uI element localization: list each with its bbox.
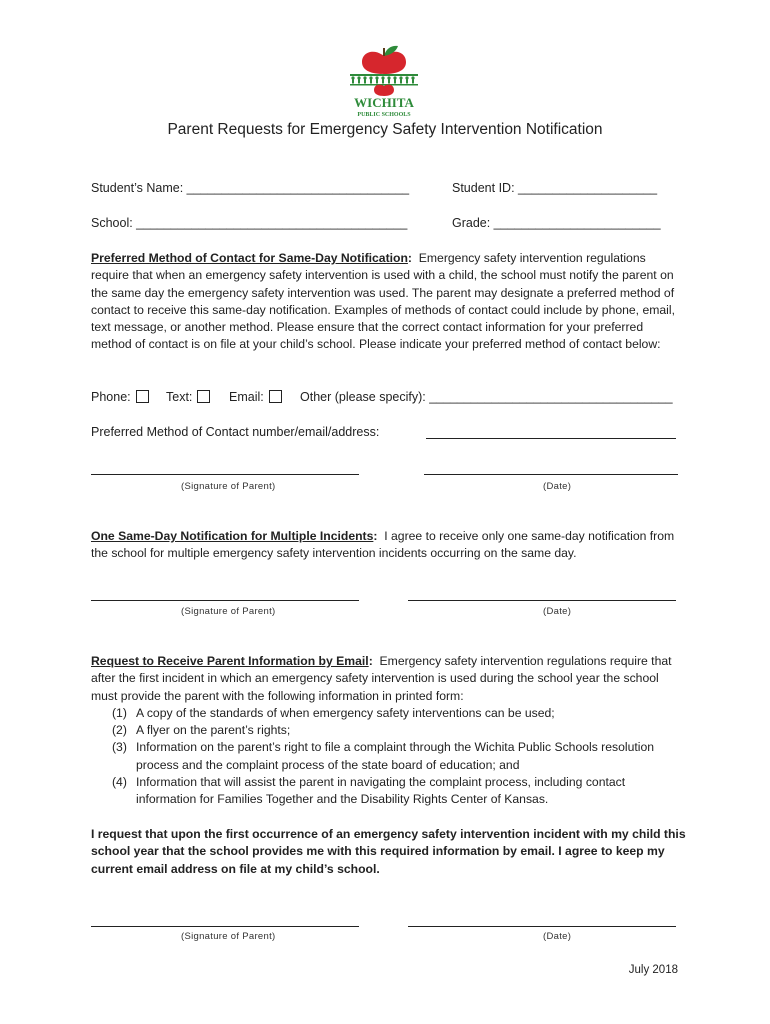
- signature-caption-1: (Signature of Parent): [181, 481, 276, 492]
- signature-line-3[interactable]: [91, 926, 359, 927]
- multiple-heading: One Same-Day Notification for Multiple Incidents: [91, 529, 374, 543]
- grade-field[interactable]: Grade: ________________________: [452, 216, 661, 230]
- signature-line-1[interactable]: [91, 474, 359, 475]
- signature-caption-3: (Signature of Parent): [181, 931, 276, 942]
- date-caption-1: (Date): [543, 481, 572, 492]
- email-checkbox[interactable]: [269, 390, 282, 403]
- contact-number-label: Preferred Method of Contact number/email/address:: [91, 425, 380, 439]
- signature-caption-2: (Signature of Parent): [181, 606, 276, 617]
- email-option[interactable]: [229, 390, 282, 404]
- required-information-list: [91, 705, 686, 809]
- contact-body: Emergency safety intervention regulations require that when an emergency safety intervention is used with a child, the school must notify the parent on the same day the emergency safety intervention was used. The parent may designate a preferred method of contact to receive this same-day notification. Examples of methods of contact could include by phone, email, text message, or another method. Please ensure that the correct contact information for your preferred method of contact is on file at your child’s school. Please indicate your preferred method of contact below:: [91, 251, 675, 352]
- student-name-field[interactable]: Student’s Name: ________________________________: [91, 181, 410, 195]
- text-label: Text:: [166, 390, 193, 404]
- email-request-statement: I request that upon the first occurrence of an emergency safety intervention incident with my child this school year that the school provides me with this required information by email. I agree to keep my current email address on file at my child’s school.: [91, 827, 686, 876]
- list-item: (2) A flyer on the parent’s rights;: [112, 723, 291, 738]
- text-option[interactable]: [166, 390, 210, 404]
- email-request-heading: Request to Receive Parent Information by Email: [91, 654, 369, 668]
- multiple-incidents-paragraph: One Same-Day Notification for Multiple Incidents: I agree to receive only one same-day notification from the school for multiple emergency safety intervention incidents occurring on the same day.: [91, 529, 675, 561]
- list-item: (4) Information that will assist the parent in navigating the complaint process, including contact information for Families Together and the Disability Rights Center of Kansas.: [112, 775, 626, 807]
- phone-option[interactable]: [91, 390, 149, 404]
- svg-text:PUBLIC SCHOOLS: PUBLIC SCHOOLS: [357, 112, 411, 118]
- contact-number-line[interactable]: [426, 438, 676, 439]
- date-line-2[interactable]: [408, 600, 676, 601]
- wichita-public-schools-logo: [344, 44, 424, 122]
- email-request-body: Emergency safety intervention regulations require that after the first incident in which an emergency safety intervention is used during the school year the school must provide the parent with the following information in printed form:: [91, 654, 672, 703]
- date-caption-3: (Date): [543, 931, 572, 942]
- email-request-paragraph: Request to Receive Parent Information by Email: Emergency safety intervention regulations require that after the first incident in which an emergency safety intervention is used during the school year the school must provide the parent with the following information in printed form: (1) A copy of the standards of when emergency safety interventions can be used; (2) A flyer on the parent’s rights; (3) Information on the parent’s right to file a complaint through the Wichita Public Schools resolution process and the complaint process of the state board of education; and (4) Information that will assist the parent in navigating the complaint process, including contact information for Families Together and the Disability Rights Center of Kansas.: [91, 653, 686, 809]
- svg-text:WICHITA: WICHITA: [354, 95, 414, 110]
- apple-logo-icon: [344, 44, 424, 122]
- signature-line-2[interactable]: [91, 600, 359, 601]
- multiple-body: I agree to receive only one same-day notification from the school for multiple emergency safety intervention incidents occurring on the same day.: [91, 529, 675, 561]
- date-line-1[interactable]: [424, 474, 678, 475]
- email-label: Email:: [229, 390, 264, 404]
- page-title: Parent Requests for Emergency Safety Intervention Notification: [167, 121, 603, 138]
- contact-paragraph: Preferred Method of Contact for Same-Day Notification: Emergency safety intervention regulations require that when an emergency safety intervention is used with a child, the school must notify the parent on the same day the emergency safety intervention was used. The parent may designate a preferred method of contact to receive this same-day notification. Examples of methods of contact could include by phone, email, text message, or another method. Please ensure that the correct contact information for your preferred method of contact is on file at your child’s school. Please indicate your preferred method of contact below:: [91, 251, 675, 352]
- revision-date: July 2018: [628, 964, 678, 976]
- phone-label: Phone:: [91, 390, 131, 404]
- contact-heading: Preferred Method of Contact for Same-Day Notification: [91, 251, 408, 265]
- phone-checkbox[interactable]: [136, 390, 149, 403]
- date-caption-2: (Date): [543, 606, 572, 617]
- date-line-3[interactable]: [408, 926, 676, 927]
- school-field[interactable]: School: _______________________________________: [91, 216, 408, 230]
- other-field[interactable]: Other (please specify): ___________________________________: [300, 390, 673, 404]
- text-checkbox[interactable]: [197, 390, 210, 403]
- list-item: (1) A copy of the standards of when emergency safety interventions can be used;: [112, 705, 555, 720]
- list-item: (3) Information on the parent’s right to file a complaint through the Wichita Public Schools resolution process and the complaint process of the state board of education; and: [112, 740, 655, 772]
- student-id-field[interactable]: Student ID: ____________________: [452, 181, 658, 195]
